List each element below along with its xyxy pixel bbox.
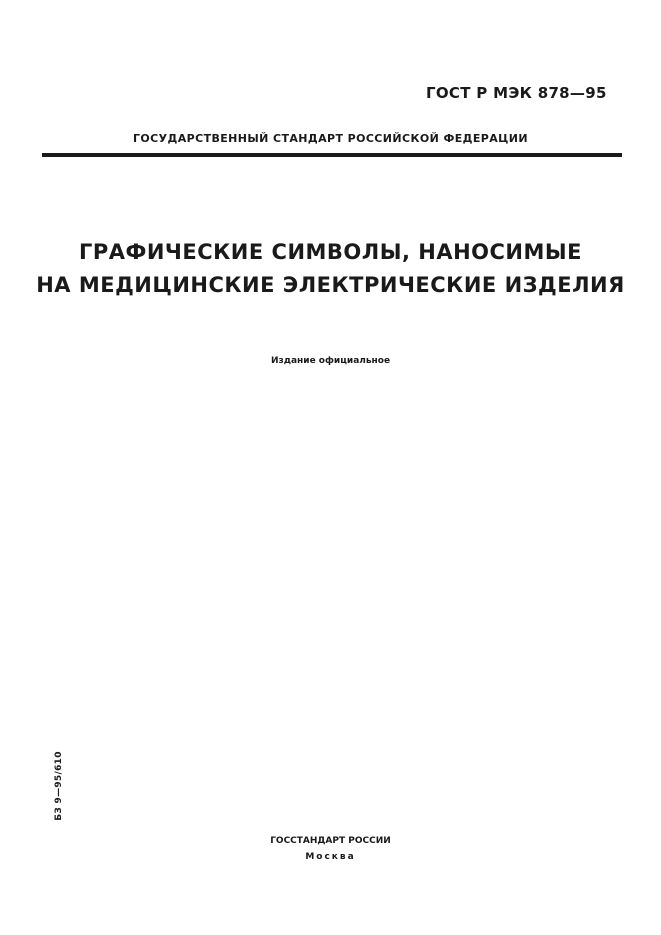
publication-city: Москва bbox=[305, 852, 356, 862]
document-title bbox=[0, 236, 661, 302]
document-number: ГОСТ Р МЭК 878—95 bbox=[426, 84, 607, 102]
standard-type-header: ГОСУДАРСТВЕННЫЙ СТАНДАРТ РОССИЙСКОЙ ФЕДЕРАЦИИ bbox=[133, 132, 528, 145]
title-line-2: НА МЕДИЦИНСКИЕ ЭЛЕКТРИЧЕСКИЕ ИЗДЕЛИЯ bbox=[36, 273, 625, 297]
publisher-name: ГОССТАНДАРТ РОССИИ bbox=[270, 836, 391, 846]
header-divider bbox=[42, 153, 622, 157]
title-line-1: ГРАФИЧЕСКИЕ СИМВОЛЫ, НАНОСИМЫЕ bbox=[78, 240, 583, 264]
side-catalog-code: БЗ 9—95/610 bbox=[54, 751, 64, 821]
edition-label: Издание официальное bbox=[270, 356, 391, 366]
